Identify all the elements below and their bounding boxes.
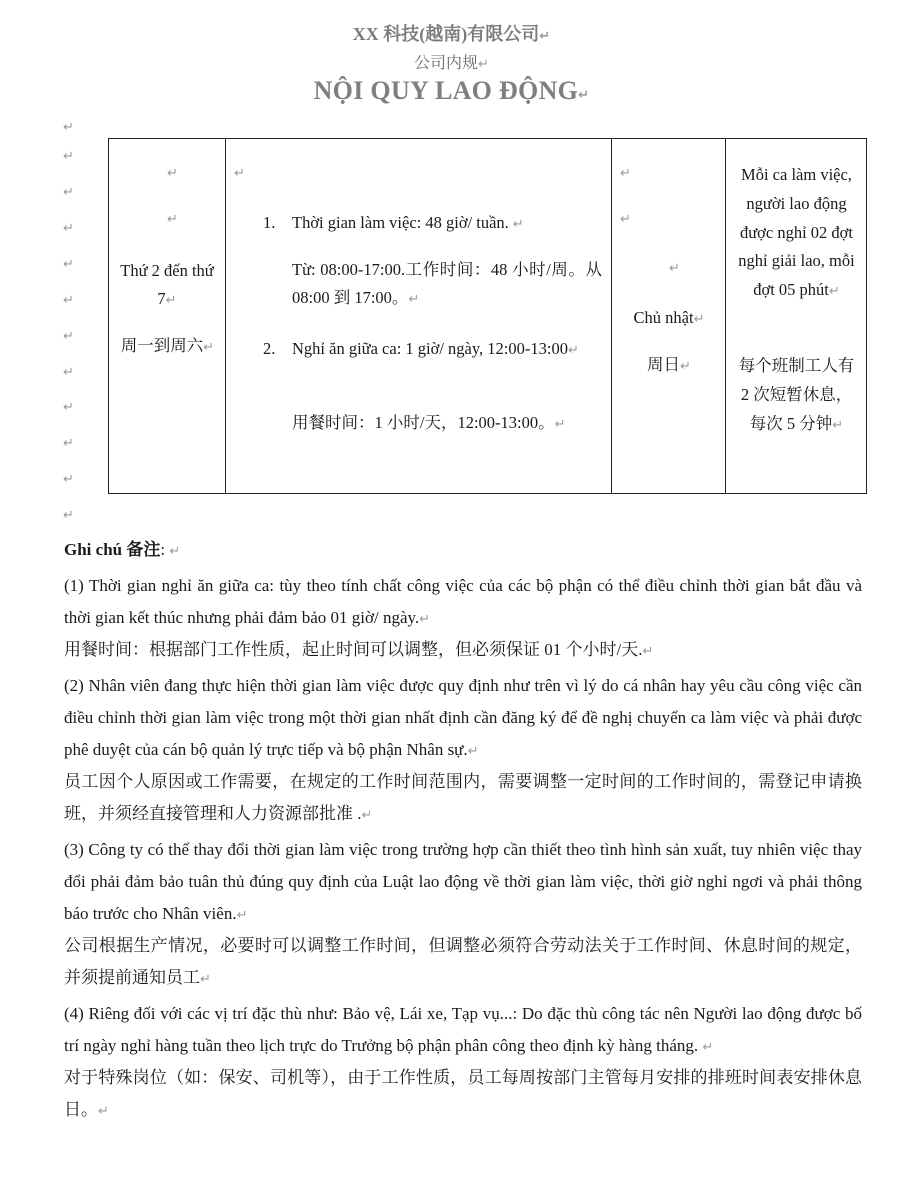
paragraph-mark-icon: ↵ [408, 292, 420, 307]
paragraph-mark-icon: ↵ [832, 418, 844, 433]
paragraph-mark-icon: ↵ [63, 329, 74, 344]
paragraph-mark-icon: ↵ [167, 212, 178, 227]
paragraph-mark-icon: ↵ [567, 343, 579, 358]
paragraph-mark-icon: ↵ [63, 257, 74, 272]
weekdays-vn: Thứ 2 đến thứ 7↵ [120, 261, 214, 308]
paragraph-mark-icon: ↵ [169, 544, 181, 559]
paragraph-mark-icon: ↵ [63, 293, 74, 308]
company-name: XX 科技(越南)有限公司↵ [352, 24, 551, 44]
work-schedule-table [108, 138, 867, 494]
document-subtitle: 公司内规↵ [414, 55, 489, 72]
note-2-cn: 员工因个人原因或工作需要，在规定的工作时间范围内，需要调整一定时间的工作时间的，需登记申请换班，并须经直接管理和人力资源部批准 .↵ [64, 772, 862, 823]
note-3-cn: 公司根据生产情况，必要时可以调整工作时间，但调整必须符合劳动法关于工作时间、休息时间的规定，并须提前通知员工↵ [64, 936, 862, 987]
meal-break-vn: Nghỉ ăn giữa ca: 1 giờ/ ngày, 12:00-13:00↵ [292, 339, 579, 358]
rest-break-vn: Mỗi ca làm việc, người lao động được nghỉ 02 đợt nghỉ giải lao, mỗi đợt 05 phút↵ [738, 165, 855, 300]
paragraph-mark-icon: ↵ [620, 166, 631, 181]
paragraph-mark-icon: ↵ [539, 29, 551, 44]
paragraph-mark-icon: ↵ [63, 400, 74, 415]
paragraph-mark-icon: ↵ [419, 612, 431, 627]
paragraph-mark-icon: ↵ [693, 312, 705, 327]
rest-break-cn: 每个班制工人有 2 次短暂休息，每次 5 分钟↵ [738, 356, 855, 433]
paragraph-mark-icon: ↵ [63, 508, 74, 523]
paragraph-mark-icon: ↵ [669, 261, 680, 276]
paragraph-mark-icon: ↵ [167, 166, 178, 181]
paragraph-mark-icon: ↵ [620, 212, 631, 227]
paragraph-mark-icon: ↵ [63, 472, 74, 487]
paragraph-mark-icon: ↵ [642, 644, 654, 659]
paragraph-mark-icon: ↵ [165, 293, 177, 308]
paragraph-mark-icon: ↵ [234, 166, 245, 181]
notes-section [64, 534, 862, 1126]
paragraph-mark-icon: ↵ [63, 365, 74, 380]
sunday-cell [612, 139, 726, 494]
paragraph-mark-icon: ↵ [680, 359, 691, 374]
paragraph-mark-icon: ↵ [98, 1104, 109, 1119]
rest-break-cell [726, 139, 867, 494]
note-2-vn: (2) Nhân viên đang thực hiện thời gian làm việc được quy định như trên vì lý do cá nhân hay yêu cầu công việc cần điều chỉnh thời gian làm việc trong một thời gian nhất định cần đăng ký để đề nghị chuyển ca làm việc và phải được phê duyệt của cán bộ quản lý trực tiếp và bộ phận Nhân sự.↵ [64, 676, 862, 759]
paragraph-mark-icon: ↵ [361, 808, 373, 823]
notes-heading: Ghi chú 备注: ↵ [64, 540, 181, 559]
paragraph-mark-icon: ↵ [63, 149, 74, 164]
document-title: NỘI QUY LAO ĐỘNG↵ [313, 76, 590, 105]
sunday-cn: 周日↵ [647, 355, 691, 374]
table-row [109, 139, 867, 494]
paragraph-mark-icon: ↵ [203, 340, 215, 355]
paragraph-mark-icon: ↵ [63, 120, 74, 135]
paragraph-mark-icon: ↵ [578, 88, 590, 103]
note-4-vn: (4) Riêng đối với các vị trí đặc thù như: Bảo vệ, Lái xe, Tạp vụ...: Do đặc thù công tác nên Người lao động được bố trí ngày nghỉ hàng tuần theo lịch trực do Trưởng bộ phận phân công theo định kỳ hàng tháng. ↵ [64, 1004, 862, 1055]
paragraph-mark-icon: ↵ [512, 217, 524, 232]
note-4-cn: 对于特殊岗位（如：保安、司机等），由于工作性质，员工每周按部门主管每月安排的排班时间表安排休息日。↵ [64, 1068, 862, 1119]
paragraph-mark-icon: ↵ [478, 57, 489, 72]
paragraph-mark-icon: ↵ [554, 417, 566, 432]
working-hours-cn: Từ: 08:00-17:00.工作时间：48 小时/周。从 08:00 到 17:00。↵ [292, 260, 602, 307]
paragraph-mark-icon: ↵ [63, 221, 74, 236]
weekdays-cell [109, 139, 226, 494]
paragraph-mark-icon: ↵ [236, 908, 248, 923]
note-1-vn: (1) Thời gian nghỉ ăn giữa ca: tùy theo tính chất công việc của các bộ phận có thể điều chỉnh thời gian bắt đầu và thời gian kết thúc nhưng phải đảm bảo 01 giờ/ ngày.↵ [64, 576, 862, 627]
paragraph-mark-icon: ↵ [63, 436, 74, 451]
hours-cell [226, 139, 612, 494]
list-number: 1. [263, 213, 276, 232]
paragraph-mark-icon: ↵ [467, 744, 479, 759]
note-1-cn: 用餐时间：根据部门工作性质，起止时间可以调整，但必须保证 01 个小时/天.↵ [64, 640, 654, 659]
list-number: 2. [263, 339, 276, 358]
sunday-vn: Chủ nhật↵ [633, 308, 705, 327]
paragraph-mark-icon: ↵ [828, 284, 840, 300]
paragraph-mark-icon: ↵ [200, 972, 211, 987]
note-3-vn: (3) Công ty có thể thay đổi thời gian làm việc trong trường hợp cần thiết theo tình hình sản xuất, tuy nhiên việc thay đổi phải đảm bảo tuân thủ đúng quy định của Luật lao động về thời gian làm việc, thời giờ nghỉ ngơi và phải thông báo trước cho Nhân viên.↵ [64, 840, 862, 923]
paragraph-mark-icon: ↵ [702, 1040, 714, 1055]
working-hours-vn: Thời gian làm việc: 48 giờ/ tuần. ↵ [292, 213, 524, 232]
paragraph-mark-icon: ↵ [63, 185, 74, 200]
meal-break-cn: 用餐时间：1 小时/天，12:00-13:00。↵ [292, 413, 566, 432]
weekdays-cn: 周一到周六↵ [120, 336, 215, 355]
